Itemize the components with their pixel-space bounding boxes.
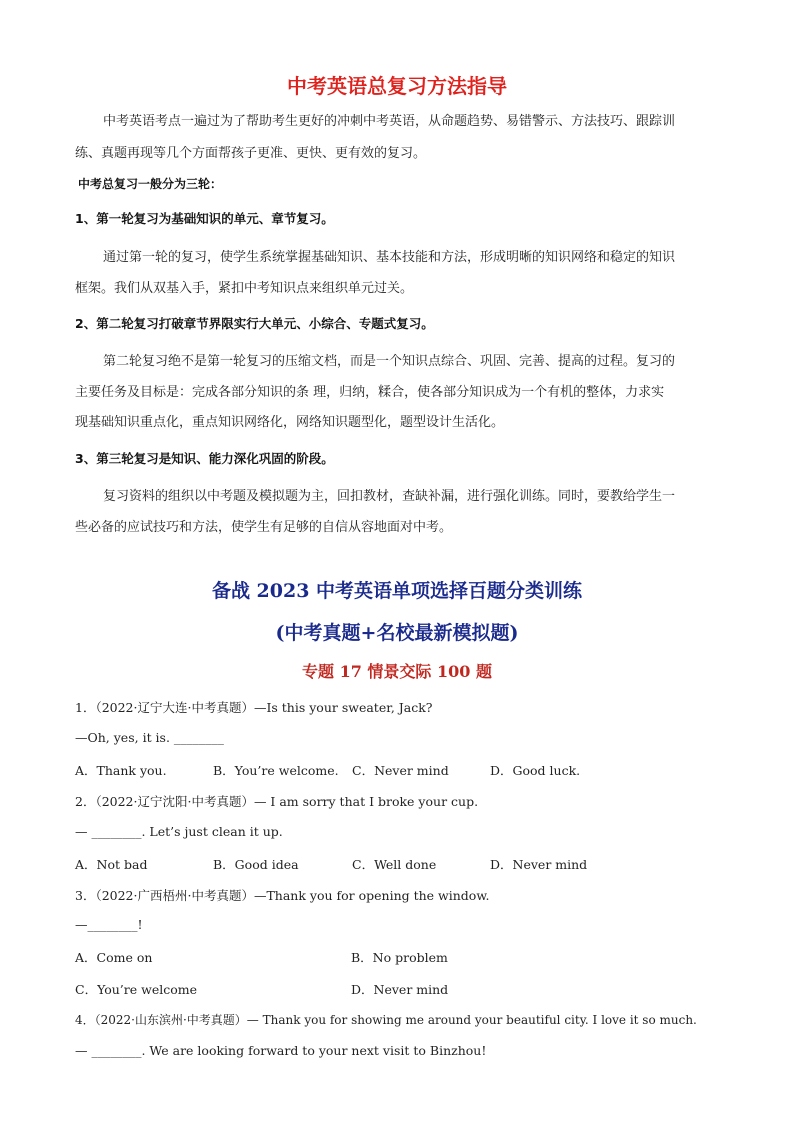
question-1-option-c: C．Never mind: [352, 763, 449, 778]
question-2-option-c: C．Well done: [352, 857, 437, 872]
guide-title: 中考英语总复习方法指导: [287, 74, 507, 98]
question-3-option-b: B．No problem: [351, 950, 448, 965]
question-1-reply: —Oh, yes, it is. ________: [75, 730, 224, 745]
round1-line-1: 通过第一轮的复习，使学生系统掌握基础知识、基本技能和方法，形成明晰的知识网络和稳定的知识: [103, 250, 676, 265]
round1-line-2: 框架。我们从双基入手，紧扣中考知识点来组织单元过关。: [75, 281, 414, 296]
question-2-reply: — ________. Let’s just clean it up.: [75, 824, 283, 839]
round2-heading: 2、第二轮复习打破章节界限实行大单元、小综合、专题式复习。: [75, 316, 434, 331]
rounds-heading: 中考总复习一般分为三轮：: [78, 177, 223, 191]
round2-line-2: 主要任务及目标是：完成各部分知识的条 理，归纳，糅合，使各部分知识成为一个有机的整体，力求实: [75, 385, 665, 400]
question-4-reply: — ________. We are looking forward to your next visit to Binzhou!: [75, 1043, 487, 1058]
section-title-line-2: (中考真题+名校最新模拟题): [275, 622, 519, 644]
question-1-option-d: D．Good luck.: [490, 763, 581, 778]
question-1-option-b: B．You’re welcome.: [213, 763, 339, 778]
topic-title: 专题 17 情景交际 100 题: [302, 662, 492, 681]
round3-heading: 3、第三轮复习是知识、能力深化巩固的阶段。: [75, 451, 334, 466]
question-3-option-d: D．Never mind: [351, 982, 449, 997]
round2-line-3: 现基础知识重点化，重点知识网络化，网络知识题型化，题型设计生活化。: [75, 415, 505, 430]
question-3-option-a: A．Come on: [75, 950, 153, 965]
question-2-option-a: A．Not bad: [75, 857, 148, 872]
round3-line-1: 复习资料的组织以中考题及模拟题为主，回扣教材，查缺补漏，进行强化训练。同时，要教给学生一: [103, 489, 676, 504]
question-1-option-a: A．Thank you.: [75, 763, 167, 778]
intro-line-2: 练、真题再现等几个方面帮孩子更准、更快、更有效的复习。: [75, 146, 427, 161]
question-2-stem: 2．（2022·辽宁沈阳·中考真题）— I am sorry that I broke your cup.: [75, 794, 479, 809]
question-3-reply: —________!: [75, 917, 143, 932]
section-title-line-1: 备战 2023 中考英语单项选择百题分类训练: [211, 580, 583, 602]
round1-heading: 1、第一轮复习为基础知识的单元、章节复习。: [75, 211, 334, 226]
round2-line-1: 第二轮复习绝不是第一轮复习的压缩文档，而是一个知识点综合、巩固、完善、提高的过程。复习的: [103, 354, 676, 369]
question-2-option-b: B．Good idea: [213, 857, 299, 872]
question-4-stem: 4．（2022·山东滨州·中考真题）— Thank you for showing me around your beautiful city. I love it so much.: [75, 1013, 697, 1027]
question-1-stem: 1．（2022·辽宁大连·中考真题）—Is this your sweater, Jack?: [75, 700, 433, 715]
question-2-option-d: D．Never mind: [490, 857, 588, 872]
intro-line-1: 中考英语考点一遍过为了帮助考生更好的冲刺中考英语，从命题趋势、易错警示、方法技巧、跟踪训: [103, 114, 676, 129]
question-3-option-c: C．You’re welcome: [75, 982, 197, 997]
round3-line-2: 些必备的应试技巧和方法，使学生有足够的自信从容地面对中考。: [75, 520, 453, 535]
question-3-stem: 3．（2022·广西梧州·中考真题）—Thank you for opening the window.: [75, 888, 490, 903]
